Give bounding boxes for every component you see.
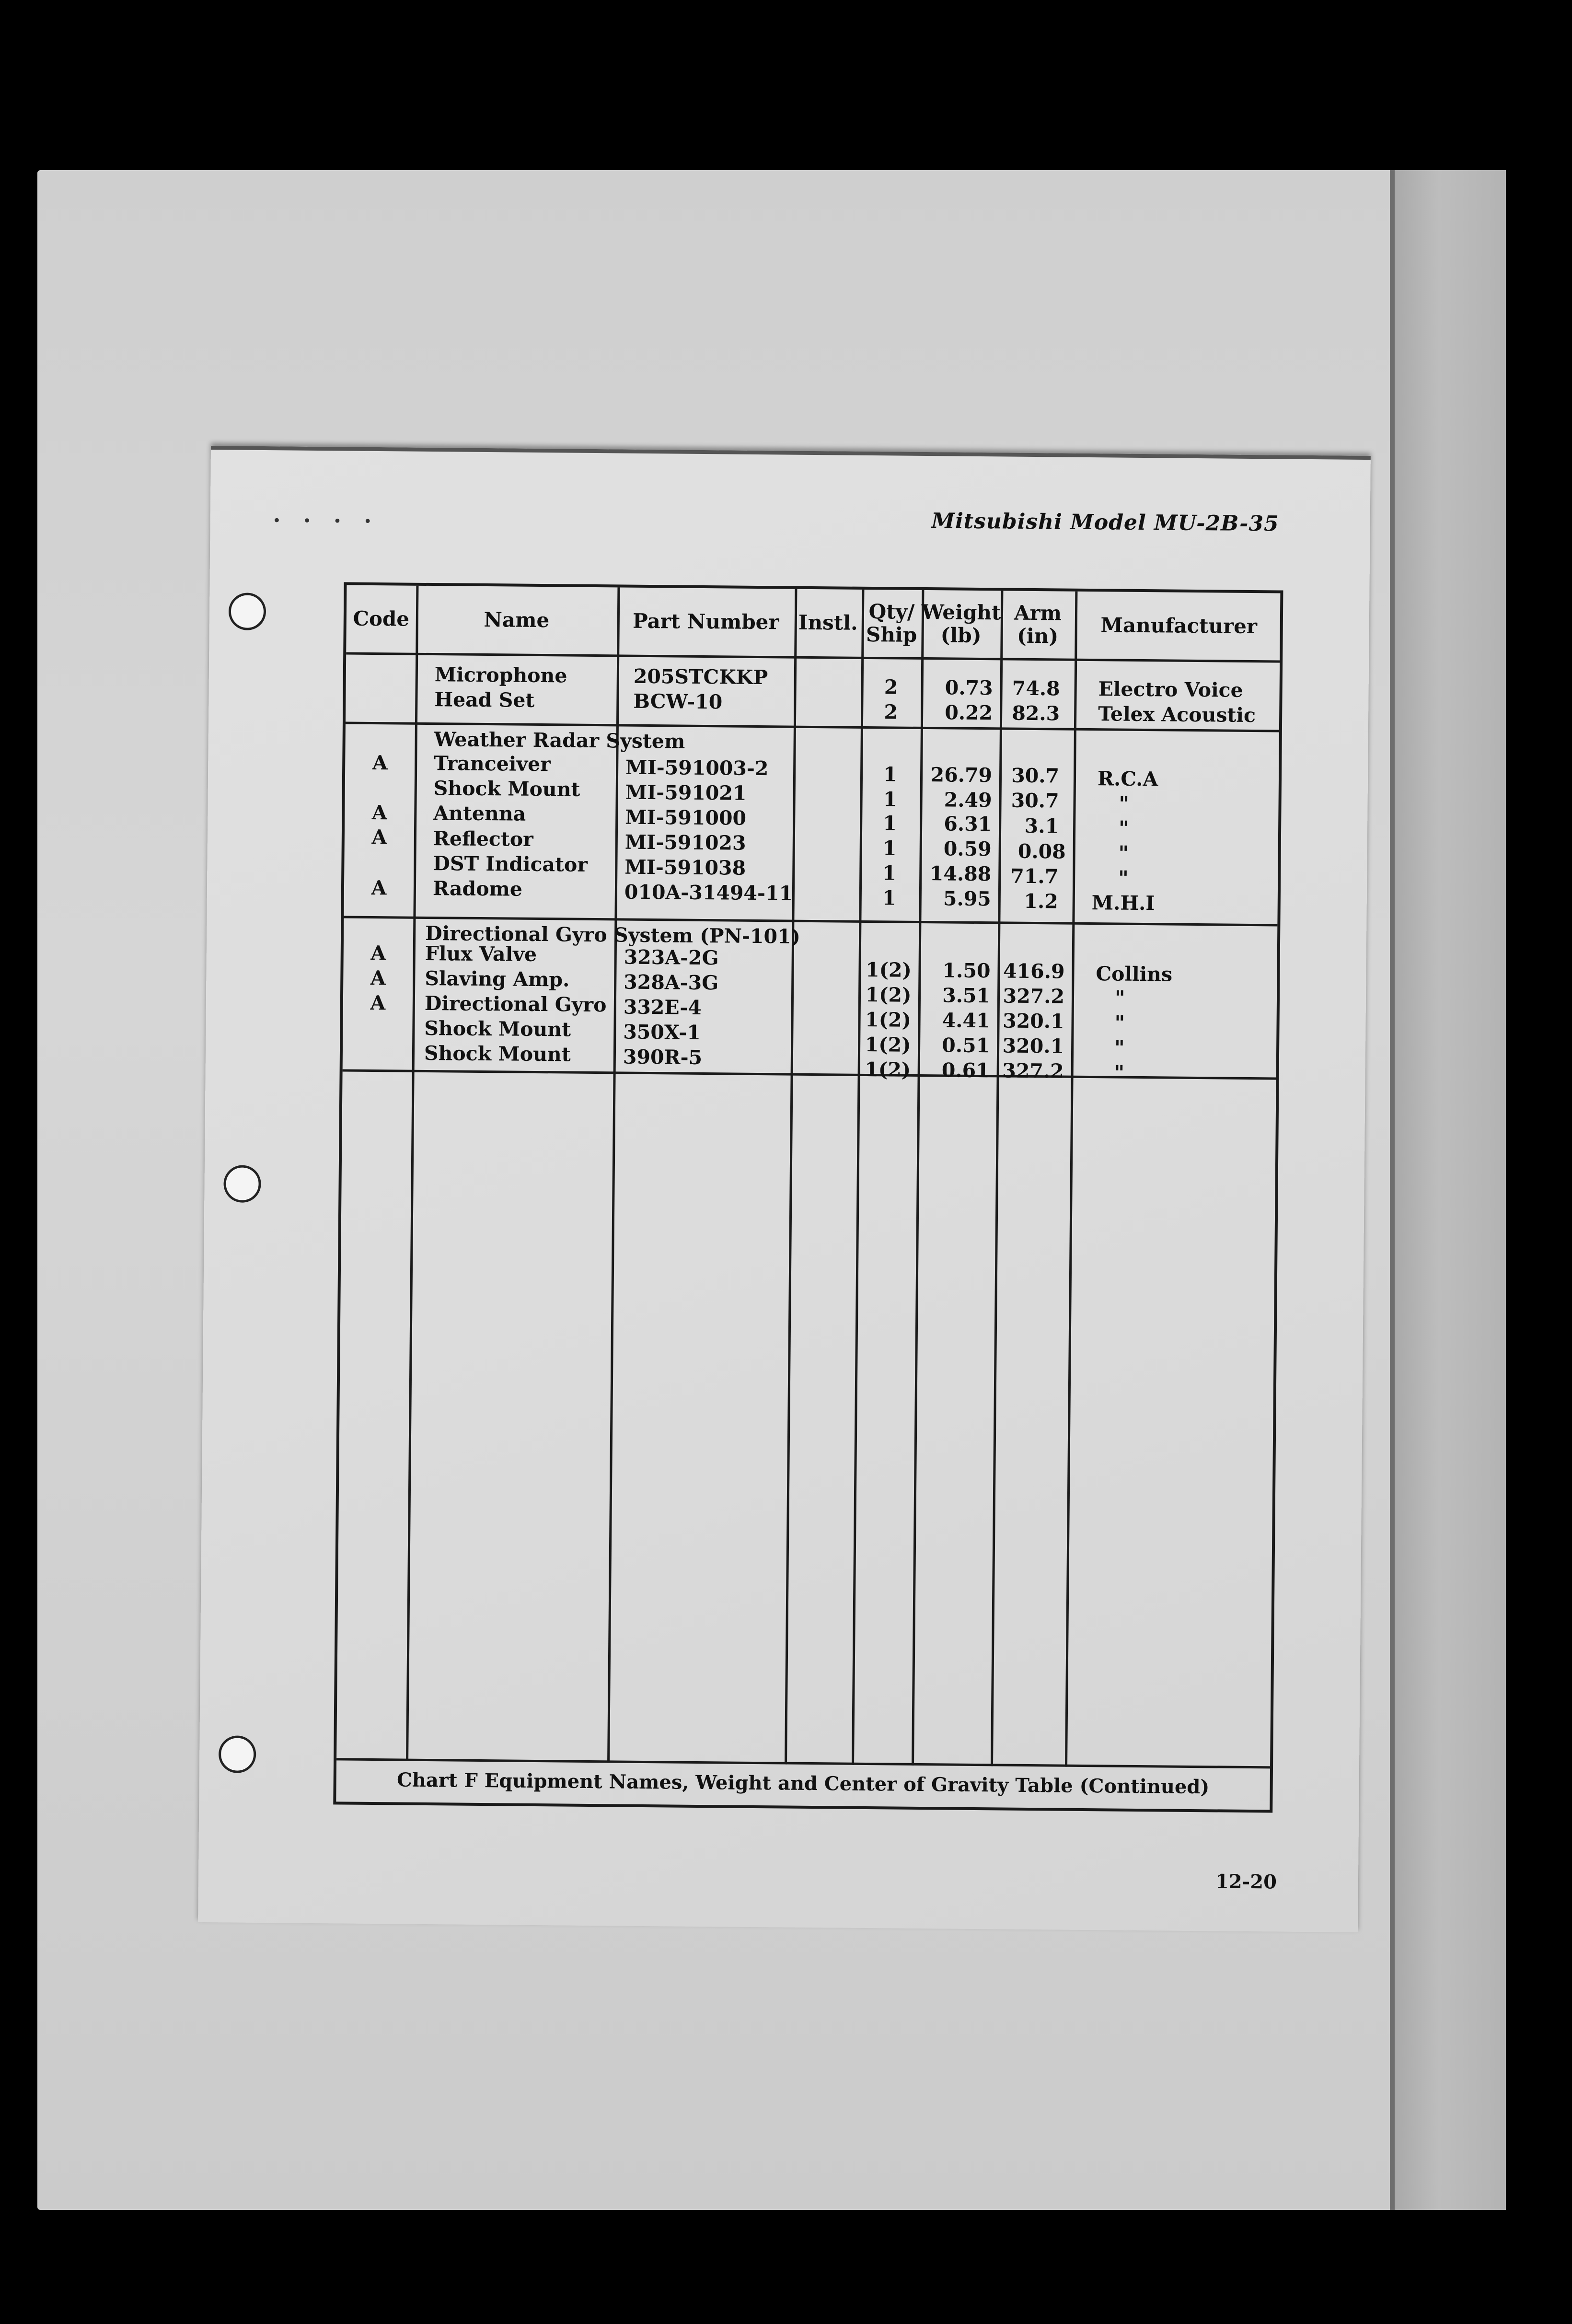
col-header-qty-line1: Qty/ [868, 599, 915, 624]
cell-qty: 1 [882, 837, 897, 860]
equipment-table [333, 582, 1283, 1813]
cell-weight: 4.41 [942, 1009, 990, 1033]
col-header-arm-line2: (in) [1017, 624, 1059, 648]
cell-arm: 0.08 [1017, 839, 1066, 863]
cell-name: Shock Mount [424, 1016, 571, 1041]
cell-part-number: MI-591021 [625, 780, 747, 805]
cell-name: Antenna [433, 802, 526, 825]
cell-qty: 1 [883, 788, 897, 811]
col-header-part-number: Part Number [632, 609, 779, 634]
cell-manufacturer: Electro Voice [1098, 677, 1243, 702]
cell-weight: 14.88 [929, 862, 992, 886]
cell-name: Radome [432, 877, 523, 901]
cell-name: DST Indicator [433, 852, 588, 876]
cell-arm: 82.3 [1012, 701, 1060, 725]
cell-part-number: 390R-5 [623, 1045, 703, 1069]
cell-name: Flux Valve [425, 941, 537, 966]
cell-code: A [371, 825, 387, 849]
cell-manufacturer: " [1118, 866, 1129, 890]
cell-part-number: 332E-4 [623, 995, 702, 1019]
cell-part-number: MI-591023 [624, 830, 746, 855]
cell-code: A [371, 876, 387, 900]
section-heading: Directional Gyro System (PN-101) [425, 921, 801, 948]
cell-code: A [372, 751, 388, 775]
col-header-arm-line1: Arm [1014, 601, 1062, 625]
cell-name: Directional Gyro [424, 991, 607, 1017]
cell-arm: 320.1 [1002, 1009, 1064, 1033]
binder-strip [1390, 170, 1506, 2210]
page-number: 12-20 [1215, 1870, 1277, 1894]
col-header-weight-line2: (lb) [940, 623, 982, 648]
cell-name: Reflector [433, 827, 533, 851]
decorative-dots: • • • • [272, 512, 381, 531]
cell-name: Shock Mount [433, 777, 580, 801]
page-header-title: Mitsubishi Model MU-2B-35 [931, 509, 1279, 536]
cell-part-number: BCW-10 [633, 689, 723, 714]
cell-arm: 1.2 [1024, 889, 1058, 913]
cell-part-number: MI-591000 [625, 805, 747, 830]
cell-manufacturer: " [1114, 986, 1125, 1010]
cell-manufacturer: " [1114, 1011, 1125, 1034]
col-header-manufacturer: Manufacturer [1100, 613, 1258, 639]
cell-arm: 74.8 [1012, 676, 1060, 700]
col-header-instl: Instl. [798, 610, 858, 635]
cell-manufacturer: " [1118, 841, 1129, 865]
cell-qty: 1 [883, 812, 897, 835]
cell-code: A [370, 966, 386, 990]
cell-manufacturer: " [1118, 816, 1129, 840]
cell-weight: 2.49 [944, 788, 992, 812]
manual-page [198, 446, 1371, 1932]
punch-hole-icon [223, 1165, 261, 1203]
cell-qty: 2 [884, 675, 898, 699]
cell-code: A [370, 991, 386, 1015]
cell-code: A [371, 801, 387, 825]
col-header-qty-line2: Ship [866, 622, 917, 647]
cell-part-number: 010A-31494-11 [624, 880, 793, 905]
cell-manufacturer: " [1114, 1061, 1125, 1084]
cell-weight: 0.22 [945, 701, 993, 725]
cell-weight: 3.51 [942, 984, 991, 1008]
col-header-arm [1000, 591, 1075, 658]
column-divider [1065, 592, 1077, 1767]
cell-arm: 30.7 [1011, 789, 1059, 813]
cell-name: Microphone [434, 663, 567, 687]
cell-qty: 1(2) [865, 958, 912, 982]
punch-hole-icon [229, 593, 266, 630]
cell-name: Slaving Amp. [425, 966, 570, 991]
cell-part-number: 323A-2G [624, 945, 719, 970]
section-heading: Weather Radar System [434, 728, 685, 753]
cell-weight: 26.79 [930, 763, 993, 787]
cell-qty: 1 [882, 861, 897, 885]
col-header-weight-line1: Weight [921, 600, 1001, 625]
column-divider [607, 587, 620, 1763]
cell-manufacturer: " [1114, 1036, 1125, 1059]
col-header-weight [921, 590, 1001, 658]
cell-weight: 0.61 [941, 1058, 990, 1082]
cell-arm: 327.2 [1003, 984, 1065, 1008]
cell-name: Head Set [434, 688, 535, 712]
cell-qty: 1(2) [865, 1008, 912, 1032]
cell-arm: 416.9 [1003, 959, 1065, 983]
cell-weight: 0.51 [942, 1034, 990, 1057]
cell-arm: 71.7 [1010, 864, 1059, 888]
cell-arm: 320.1 [1002, 1034, 1064, 1058]
punch-hole-icon [219, 1735, 256, 1773]
cell-qty: 1 [882, 886, 896, 910]
cell-manufacturer: R.C.A [1097, 767, 1158, 791]
cell-weight: 6.31 [944, 812, 992, 836]
cell-manufacturer: M.H.I [1091, 891, 1155, 915]
col-header-name: Name [484, 607, 550, 632]
cell-weight: 5.95 [943, 887, 992, 911]
table-caption: Chart F Equipment Names, Weight and Center of Gravity Table (Continued) [396, 1768, 1210, 1799]
cell-qty: 1(2) [865, 983, 912, 1007]
cell-part-number: MI-591003-2 [625, 755, 769, 780]
cell-manufacturer: Collins [1096, 962, 1173, 986]
cell-weight: 1.50 [942, 959, 991, 983]
cell-weight: 0.59 [943, 837, 992, 861]
cell-qty: 1(2) [865, 1057, 911, 1081]
section-rule [343, 1069, 1276, 1080]
cell-qty: 2 [884, 700, 898, 724]
cell-arm: 30.7 [1011, 764, 1060, 788]
cell-qty: 1 [883, 763, 898, 786]
cell-part-number: MI-591038 [624, 855, 746, 880]
cell-part-number: 205STCKKP [633, 664, 768, 689]
col-header-qty-ship [861, 590, 922, 657]
cell-weight: 0.73 [945, 676, 993, 700]
cell-code: A [370, 941, 386, 965]
cell-name: Tranceiver [434, 752, 551, 776]
cell-arm: 327.2 [1002, 1059, 1064, 1083]
cell-part-number: 350X-1 [623, 1020, 701, 1044]
cell-part-number: 328A-3G [624, 970, 719, 995]
cell-manufacturer: " [1119, 792, 1130, 815]
cell-manufacturer: Telex Acoustic [1098, 702, 1256, 727]
cell-name: Shock Mount [424, 1041, 571, 1066]
column-divider [785, 589, 797, 1765]
cell-arm: 3.1 [1024, 814, 1059, 838]
col-header-code: Code [353, 606, 410, 631]
cell-qty: 1(2) [865, 1033, 911, 1057]
